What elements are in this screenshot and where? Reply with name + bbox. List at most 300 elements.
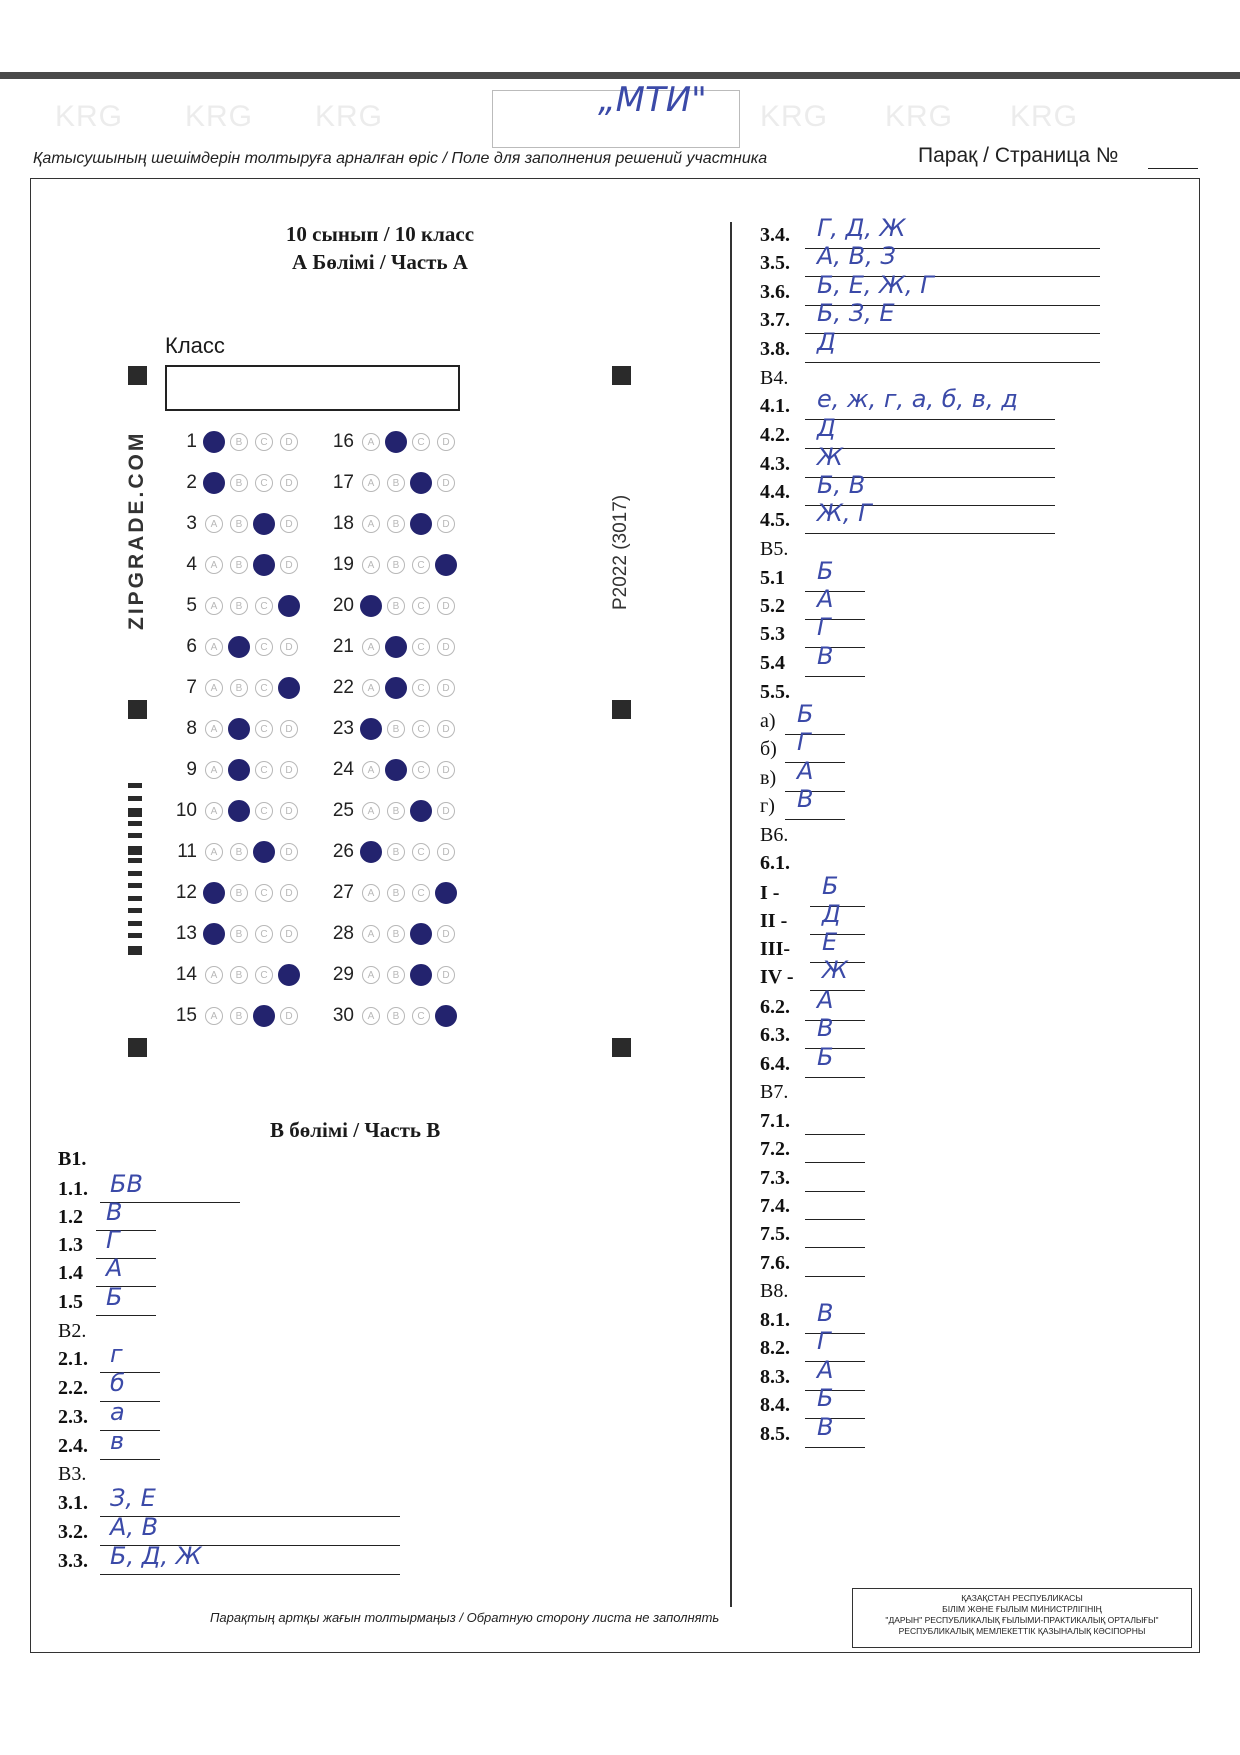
answer-label: B6.: [760, 824, 789, 846]
answer-bubble-c[interactable]: C: [255, 761, 273, 779]
timing-mark: [128, 846, 142, 855]
handwritten-answer: Г, Д, Ж: [817, 214, 906, 242]
handwritten-answer: В: [817, 1014, 834, 1042]
answer-bubble-b[interactable]: B: [387, 1007, 405, 1025]
page-number-label: Парақ / Страница №: [918, 144, 1119, 167]
answer-line[interactable]: [785, 734, 845, 735]
registration-mark: [128, 700, 147, 719]
question-number: 29: [332, 964, 354, 985]
handwritten-answer: А: [797, 757, 814, 785]
answer-label: 1.3: [58, 1234, 83, 1256]
answer-bubble-a[interactable]: A: [362, 1007, 380, 1025]
answer-bubble-b[interactable]: B: [387, 474, 405, 492]
answer-bubble-c[interactable]: C: [412, 638, 430, 656]
section-a-title: А Бөлімі / Часть А: [292, 250, 468, 274]
answer-bubble-d[interactable]: D: [280, 638, 298, 656]
answer-bubble-a[interactable]: [203, 431, 225, 453]
answer-line[interactable]: [805, 1276, 865, 1277]
answer-line[interactable]: [810, 934, 865, 935]
answer-label: IV -: [760, 966, 794, 988]
answer-label: B4.: [760, 367, 789, 389]
handwritten-answer: е, ж, г, а, б, в, д: [817, 385, 1018, 413]
handwritten-answer: Б: [822, 872, 839, 900]
answer-label: 6.3.: [760, 1024, 790, 1046]
answer-bubble-d[interactable]: D: [280, 802, 298, 820]
answer-bubble-b[interactable]: [228, 800, 250, 822]
answer-bubble-d[interactable]: D: [437, 597, 455, 615]
answer-bubble-a[interactable]: A: [362, 802, 380, 820]
answer-bubble-a[interactable]: A: [205, 556, 223, 574]
question-number: 21: [332, 636, 354, 657]
question-number: 2: [186, 472, 197, 493]
answer-label: B1.: [58, 1148, 87, 1170]
registration-mark: [128, 366, 147, 385]
answer-line[interactable]: [805, 1020, 865, 1021]
answer-bubble-c[interactable]: C: [255, 679, 273, 697]
answer-line[interactable]: [805, 1219, 865, 1220]
answer-bubble-a[interactable]: A: [205, 515, 223, 533]
answer-line[interactable]: [785, 791, 845, 792]
answer-bubble-d[interactable]: D: [437, 843, 455, 861]
handwritten-answer: В: [817, 1413, 834, 1441]
answer-line[interactable]: [100, 1459, 160, 1460]
timing-mark: [128, 858, 142, 863]
answer-label: 5.5.: [760, 681, 790, 703]
answer-bubble-c[interactable]: [410, 472, 432, 494]
answer-bubble-a[interactable]: A: [362, 966, 380, 984]
zipgrade-brand-text: ZIPGRADE.COM: [125, 430, 148, 630]
answer-bubble-b[interactable]: B: [387, 802, 405, 820]
question-number: 22: [332, 677, 354, 698]
answer-bubble-a[interactable]: [203, 472, 225, 494]
timing-mark: [128, 908, 142, 913]
handwritten-answer: Ж: [822, 956, 848, 984]
answer-bubble-b[interactable]: B: [230, 679, 248, 697]
question-number: 24: [332, 759, 354, 780]
handwritten-answer: А: [817, 1356, 834, 1384]
handwritten-answer: а: [110, 1398, 125, 1426]
answer-label: 4.2.: [760, 424, 790, 446]
class-label: Класс: [165, 333, 225, 358]
zipgrade-brand: [125, 430, 165, 630]
answer-bubble-c[interactable]: [410, 923, 432, 945]
watermark-text: KRG: [185, 100, 254, 133]
watermark-text: KRG: [315, 100, 384, 133]
answer-bubble-a[interactable]: A: [362, 761, 380, 779]
question-number: 4: [186, 554, 197, 575]
timing-mark: [128, 821, 142, 826]
handwritten-answer: А, В: [110, 1513, 159, 1541]
handwritten-answer: Е: [822, 928, 838, 956]
watermark-text: KRG: [885, 100, 954, 133]
answer-label: 1.2: [58, 1206, 83, 1228]
answer-label: 1.5: [58, 1291, 83, 1313]
stamp-line: РЕСПУБЛИКАЛЫҚ МЕМЛЕКЕТТІК ҚАЗЫНАЛЫҚ КӘСІПОРНЫ: [898, 1626, 1146, 1636]
watermark-text: KRG: [55, 100, 124, 133]
answer-line[interactable]: [805, 362, 1100, 363]
handwritten-answer: Б: [817, 1043, 834, 1071]
answer-bubble-c[interactable]: C: [412, 433, 430, 451]
timing-mark: [128, 783, 142, 788]
answer-label: 1.4: [58, 1262, 83, 1284]
answer-line[interactable]: [805, 333, 1100, 334]
answer-bubble-a[interactable]: A: [205, 1007, 223, 1025]
answer-bubble-d[interactable]: [435, 882, 457, 904]
question-number: 23: [332, 718, 354, 739]
answer-label: 7.1.: [760, 1110, 790, 1132]
answer-line[interactable]: [96, 1258, 156, 1259]
answer-bubble-d[interactable]: D: [437, 515, 455, 533]
answer-bubble-b[interactable]: [228, 718, 250, 740]
answer-bubble-b[interactable]: B: [230, 556, 248, 574]
handwritten-answer: Ж: [817, 443, 843, 471]
answer-label: 6.1.: [760, 852, 790, 874]
answer-label: 4.3.: [760, 453, 790, 475]
question-number: 14: [175, 964, 197, 985]
answer-label: B5.: [760, 538, 789, 560]
answer-bubble-b[interactable]: B: [230, 1007, 248, 1025]
question-number: 20: [332, 595, 354, 616]
answer-bubble-d[interactable]: D: [437, 925, 455, 943]
answer-bubble-a[interactable]: [360, 718, 382, 740]
answer-bubble-a[interactable]: A: [362, 925, 380, 943]
answer-bubble-d[interactable]: D: [437, 433, 455, 451]
answer-line[interactable]: [96, 1315, 156, 1316]
answer-label: 2.1.: [58, 1348, 88, 1370]
class-input[interactable]: [165, 365, 460, 411]
answer-line[interactable]: [805, 1418, 865, 1419]
handwritten-answer: А: [106, 1254, 123, 1282]
answer-bubble-c[interactable]: [253, 1005, 275, 1027]
answer-label: в): [760, 767, 777, 789]
handwritten-answer: г: [110, 1340, 123, 1368]
handwritten-answer: Г: [106, 1226, 120, 1254]
answer-line[interactable]: [96, 1230, 156, 1231]
answer-bubble-c[interactable]: C: [255, 433, 273, 451]
timing-mark: [128, 796, 142, 801]
handwritten-answer: А, В, З: [817, 242, 896, 270]
answer-line[interactable]: [805, 419, 1055, 420]
answer-bubble-a[interactable]: A: [205, 720, 223, 738]
answer-bubble-b[interactable]: B: [387, 720, 405, 738]
timing-mark: [128, 921, 142, 926]
answer-bubble-c[interactable]: C: [255, 474, 273, 492]
answer-bubble-c[interactable]: C: [412, 720, 430, 738]
answer-line[interactable]: [805, 1247, 865, 1248]
answer-label: B3.: [58, 1463, 87, 1485]
handwritten-answer: В: [817, 642, 834, 670]
answer-line[interactable]: [785, 819, 845, 820]
answer-label: II -: [760, 910, 788, 932]
answer-label: 7.4.: [760, 1195, 790, 1217]
handwritten-answer: Б: [817, 557, 834, 585]
answer-label: 3.6.: [760, 281, 790, 303]
answer-label: 4.1.: [760, 395, 790, 417]
timing-mark: [128, 871, 142, 876]
answer-bubble-d[interactable]: [278, 595, 300, 617]
answer-label: 3.8.: [760, 338, 790, 360]
form-code: [610, 460, 650, 610]
handwritten-answer: Б: [817, 1384, 834, 1412]
answer-line[interactable]: [805, 1077, 865, 1078]
page-number-field[interactable]: [1148, 168, 1198, 169]
answer-label: 7.6.: [760, 1252, 790, 1274]
handwritten-answer: А: [817, 986, 834, 1014]
handwritten-answer: Б: [797, 700, 814, 728]
answer-bubble-b[interactable]: B: [387, 925, 405, 943]
answer-bubble-b[interactable]: [228, 636, 250, 658]
answer-bubble-d[interactable]: [435, 1005, 457, 1027]
answer-bubble-c[interactable]: C: [412, 884, 430, 902]
question-number: 26: [332, 841, 354, 862]
answer-bubble-d[interactable]: D: [437, 761, 455, 779]
answer-bubble-c[interactable]: C: [255, 638, 273, 656]
answer-bubble-c[interactable]: C: [255, 884, 273, 902]
answer-label: III-: [760, 938, 791, 960]
timing-mark: [128, 946, 142, 955]
answer-bubble-b[interactable]: B: [387, 884, 405, 902]
answer-label: 4.4.: [760, 481, 790, 503]
question-number: 15: [175, 1005, 197, 1026]
answer-bubble-c[interactable]: C: [255, 966, 273, 984]
answer-bubble-a[interactable]: A: [362, 433, 380, 451]
question-number: 12: [175, 882, 197, 903]
handwritten-answer: В: [797, 785, 814, 813]
question-number: 8: [186, 718, 197, 739]
answer-bubble-c[interactable]: C: [412, 843, 430, 861]
timing-mark: [128, 933, 142, 938]
handwritten-answer: б: [110, 1369, 125, 1397]
answer-line[interactable]: [96, 1286, 156, 1287]
answer-label: 4.5.: [760, 509, 790, 531]
answer-label: 3.1.: [58, 1492, 88, 1514]
answer-bubble-d[interactable]: D: [437, 720, 455, 738]
handwritten-answer: В: [106, 1198, 123, 1226]
answer-line[interactable]: [805, 1447, 865, 1448]
answer-bubble-c[interactable]: [253, 554, 275, 576]
answer-label: 5.4: [760, 652, 785, 674]
answer-bubble-b[interactable]: [385, 759, 407, 781]
handwritten-answer: Г: [817, 1327, 831, 1355]
answer-bubble-b[interactable]: B: [230, 966, 248, 984]
answer-bubble-d[interactable]: D: [280, 433, 298, 451]
answer-bubble-c[interactable]: [410, 964, 432, 986]
handwritten-answer: Б, Е, Ж, Г: [817, 271, 934, 299]
answer-bubble-a[interactable]: [203, 882, 225, 904]
answer-bubble-b[interactable]: B: [230, 474, 248, 492]
answer-line[interactable]: [805, 1191, 865, 1192]
form-code-text: P2022 (3017): [610, 494, 631, 610]
question-number: 5: [186, 595, 197, 616]
answer-bubble-c[interactable]: C: [412, 761, 430, 779]
answer-bubble-a[interactable]: A: [362, 679, 380, 697]
answer-bubble-a[interactable]: A: [205, 597, 223, 615]
question-number: 18: [332, 513, 354, 534]
answer-bubble-a[interactable]: A: [205, 761, 223, 779]
answer-label: 5.1: [760, 567, 785, 589]
handwritten-answer: БВ: [110, 1170, 143, 1198]
answer-bubble-d[interactable]: D: [280, 515, 298, 533]
answer-label: 2.3.: [58, 1406, 88, 1428]
answer-bubble-a[interactable]: A: [205, 679, 223, 697]
answer-bubble-a[interactable]: A: [362, 638, 380, 656]
question-number: 16: [332, 431, 354, 452]
answer-bubble-a[interactable]: A: [205, 802, 223, 820]
question-number: 10: [175, 800, 197, 821]
answer-bubble-d[interactable]: D: [280, 925, 298, 943]
question-number: 1: [186, 431, 197, 452]
handwritten-answer: Б: [106, 1283, 123, 1311]
answer-line[interactable]: [805, 676, 865, 677]
answer-bubble-b[interactable]: [385, 636, 407, 658]
answer-bubble-c[interactable]: [253, 513, 275, 535]
answer-bubble-c[interactable]: C: [412, 679, 430, 697]
question-number: 7: [186, 677, 197, 698]
answer-bubble-d[interactable]: D: [437, 802, 455, 820]
answer-bubble-c[interactable]: C: [255, 802, 273, 820]
answer-bubble-a[interactable]: A: [205, 843, 223, 861]
answer-bubble-b[interactable]: B: [230, 515, 248, 533]
handwritten-answer: Б, Д, Ж: [110, 1542, 202, 1570]
answer-bubble-b[interactable]: B: [230, 925, 248, 943]
answer-line[interactable]: [100, 1372, 160, 1373]
answer-bubble-d[interactable]: [278, 964, 300, 986]
handwritten-answer: Б, З, Е: [817, 299, 895, 327]
answer-label: 8.4.: [760, 1394, 790, 1416]
question-number: 28: [332, 923, 354, 944]
answer-label: B2.: [58, 1320, 87, 1342]
answer-bubble-b[interactable]: B: [230, 597, 248, 615]
top-scan-bar: [0, 72, 1240, 79]
institution-stamp: [852, 1588, 1192, 1648]
answer-line[interactable]: [805, 1390, 865, 1391]
handwritten-answer: В: [817, 1299, 834, 1327]
answer-bubble-b[interactable]: B: [387, 843, 405, 861]
answer-bubble-d[interactable]: D: [280, 474, 298, 492]
answer-label: 7.3.: [760, 1167, 790, 1189]
answer-bubble-b[interactable]: B: [387, 515, 405, 533]
answer-bubble-d[interactable]: [278, 677, 300, 699]
stamp-line: ҚАЗАҚСТАН РЕСПУБЛИКАСЫ: [961, 1593, 1083, 1603]
answer-bubble-d[interactable]: D: [280, 884, 298, 902]
answer-bubble-b[interactable]: B: [230, 843, 248, 861]
answer-line[interactable]: [805, 1162, 865, 1163]
answer-bubble-a[interactable]: [203, 923, 225, 945]
answer-label: а): [760, 710, 776, 732]
answer-label: 3.5.: [760, 252, 790, 274]
answer-bubble-c[interactable]: C: [255, 925, 273, 943]
answer-bubble-b[interactable]: [228, 759, 250, 781]
handwritten-answer: Д: [817, 328, 836, 356]
answer-line[interactable]: [805, 533, 1055, 534]
answer-bubble-c[interactable]: C: [412, 556, 430, 574]
question-number: 13: [175, 923, 197, 944]
answer-label: 2.4.: [58, 1435, 88, 1457]
answer-label: 8.1.: [760, 1309, 790, 1331]
answer-bubble-b[interactable]: B: [387, 966, 405, 984]
answer-label: 8.3.: [760, 1366, 790, 1388]
answer-bubble-a[interactable]: A: [205, 966, 223, 984]
answer-bubble-d[interactable]: D: [437, 679, 455, 697]
answer-bubble-c[interactable]: C: [412, 1007, 430, 1025]
answer-bubble-a[interactable]: [360, 595, 382, 617]
answer-label: 5.3: [760, 623, 785, 645]
answer-label: B7.: [760, 1081, 789, 1103]
answer-bubble-b[interactable]: B: [230, 433, 248, 451]
answer-bubble-b[interactable]: B: [387, 597, 405, 615]
handwritten-answer: Ж, Г: [817, 499, 872, 527]
answer-bubble-b[interactable]: [385, 431, 407, 453]
answer-line[interactable]: [100, 1401, 160, 1402]
answer-line[interactable]: [100, 1430, 160, 1431]
answer-bubble-d[interactable]: D: [280, 720, 298, 738]
answer-bubble-c[interactable]: C: [412, 597, 430, 615]
handwritten-answer: З, Е: [110, 1484, 156, 1512]
question-number: 30: [332, 1005, 354, 1026]
answer-line[interactable]: [805, 591, 865, 592]
answer-bubble-b[interactable]: B: [387, 556, 405, 574]
answer-bubble-c[interactable]: C: [255, 597, 273, 615]
answer-bubble-d[interactable]: D: [280, 843, 298, 861]
answer-bubble-d[interactable]: D: [437, 474, 455, 492]
question-number: 17: [332, 472, 354, 493]
handwritten-answer: Д: [822, 900, 841, 928]
footer-note: Парақтың артқы жағын толтырмаңыз / Обратную сторону листа не заполнять: [210, 1610, 720, 1625]
timing-mark: [128, 883, 142, 888]
answer-bubble-a[interactable]: A: [205, 638, 223, 656]
answer-bubble-d[interactable]: D: [280, 1007, 298, 1025]
answer-bubble-d[interactable]: D: [280, 556, 298, 574]
answer-line[interactable]: [805, 647, 865, 648]
answer-bubble-d[interactable]: [435, 554, 457, 576]
handwritten-answer: Г: [817, 613, 831, 641]
answer-bubble-a[interactable]: [360, 841, 382, 863]
participant-code: „МТИ": [598, 80, 707, 120]
answer-bubble-b[interactable]: B: [230, 884, 248, 902]
answer-label: 3.4.: [760, 224, 790, 246]
timing-mark: [128, 896, 142, 901]
handwritten-answer: Г: [797, 728, 811, 756]
answer-bubble-c[interactable]: [410, 513, 432, 535]
answer-line[interactable]: [805, 619, 865, 620]
answer-line[interactable]: [100, 1574, 400, 1575]
answer-label: B8.: [760, 1280, 789, 1302]
answer-bubble-a[interactable]: A: [362, 474, 380, 492]
answer-line[interactable]: [805, 1361, 865, 1362]
stamp-line: "ДАРЫН" РЕСПУБЛИКАЛЫҚ ҒЫЛЫМИ-ПРАКТИКАЛЫҚ ОРТАЛЫҒЫ": [885, 1615, 1159, 1625]
answer-bubble-c[interactable]: [253, 841, 275, 863]
grade-title: 10 сынып / 10 класс: [285, 222, 475, 246]
question-number: 6: [186, 636, 197, 657]
answer-bubble-d[interactable]: D: [437, 638, 455, 656]
answer-bubble-b[interactable]: [385, 677, 407, 699]
question-number: 25: [332, 800, 354, 821]
watermark-text: KRG: [1010, 100, 1079, 133]
answer-line[interactable]: [805, 1134, 865, 1135]
answer-line[interactable]: [805, 1333, 865, 1334]
timing-mark: [128, 808, 142, 817]
question-number: 3: [186, 513, 197, 534]
answer-bubble-a[interactable]: A: [362, 884, 380, 902]
answer-bubble-c[interactable]: C: [255, 720, 273, 738]
answer-bubble-c[interactable]: [410, 800, 432, 822]
answer-line[interactable]: [785, 762, 845, 763]
answer-bubble-a[interactable]: A: [362, 556, 380, 574]
answer-bubble-d[interactable]: D: [437, 966, 455, 984]
answer-line[interactable]: [805, 1048, 865, 1049]
answer-bubble-a[interactable]: A: [362, 515, 380, 533]
answer-bubble-d[interactable]: D: [280, 761, 298, 779]
